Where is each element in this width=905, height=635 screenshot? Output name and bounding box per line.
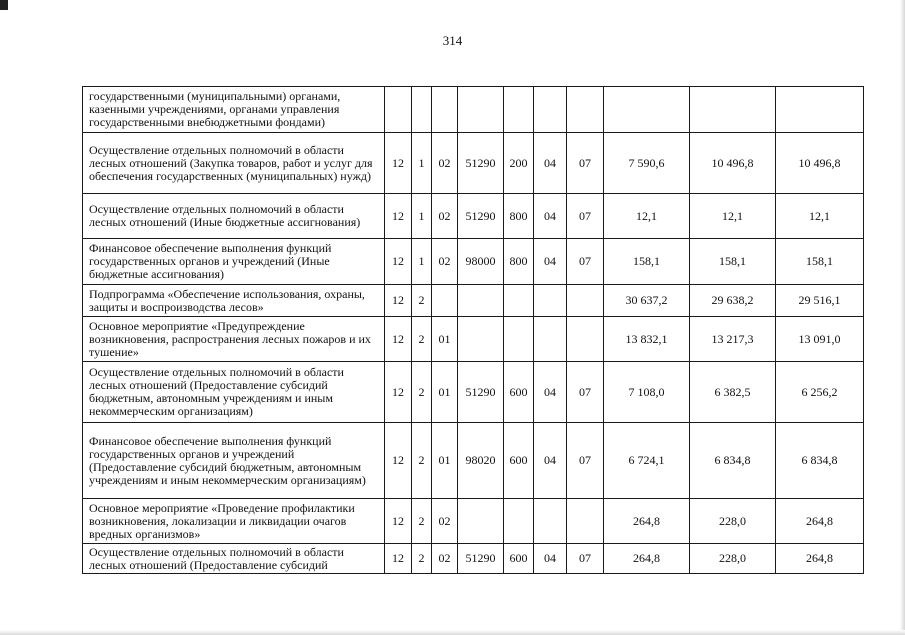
amount-year-3: 264,8 bbox=[776, 499, 864, 544]
ministry-code: 12 bbox=[385, 362, 412, 423]
scan-corner-mark bbox=[0, 0, 8, 10]
table-row bbox=[83, 317, 864, 362]
table-row bbox=[83, 362, 864, 423]
row-name: Осуществление отдельных полномочий в области лесных отношений (Закупка товаров, работ и услуг для обеспечения государственных (муниципальных) нужд) bbox=[83, 133, 385, 194]
program-code: 2 bbox=[412, 423, 432, 499]
amount-year-2: 158,1 bbox=[690, 239, 776, 285]
event-code bbox=[432, 285, 458, 317]
ministry-code: 12 bbox=[385, 285, 412, 317]
section-code: 04 bbox=[534, 362, 567, 423]
direction-code: 51290 bbox=[458, 194, 504, 239]
subsection-code bbox=[567, 87, 604, 133]
expense-type-code bbox=[504, 285, 534, 317]
amount-year-1: 7 108,0 bbox=[604, 362, 690, 423]
table-row bbox=[83, 133, 864, 194]
amount-year-1: 6 724,1 bbox=[604, 423, 690, 499]
ministry-code: 12 bbox=[385, 423, 412, 499]
expense-type-code bbox=[504, 87, 534, 133]
direction-code: 51290 bbox=[458, 362, 504, 423]
event-code: 01 bbox=[432, 423, 458, 499]
section-code bbox=[534, 87, 567, 133]
amount-year-2 bbox=[690, 87, 776, 133]
amount-year-3: 29 516,1 bbox=[776, 285, 864, 317]
table-row bbox=[83, 499, 864, 544]
subsection-code: 07 bbox=[567, 133, 604, 194]
ministry-code: 12 bbox=[385, 499, 412, 544]
subsection-code: 07 bbox=[567, 544, 604, 574]
event-code: 01 bbox=[432, 362, 458, 423]
ministry-code: 12 bbox=[385, 239, 412, 285]
direction-code bbox=[458, 87, 504, 133]
page-number: 314 bbox=[442, 33, 463, 48]
direction-code bbox=[458, 317, 504, 362]
amount-year-2: 228,0 bbox=[690, 544, 776, 574]
expense-type-code: 600 bbox=[504, 362, 534, 423]
subsection-code: 07 bbox=[567, 194, 604, 239]
amount-year-1 bbox=[604, 87, 690, 133]
amount-year-3: 10 496,8 bbox=[776, 133, 864, 194]
event-code: 02 bbox=[432, 239, 458, 285]
section-code bbox=[534, 317, 567, 362]
amount-year-1: 264,8 bbox=[604, 499, 690, 544]
table-row bbox=[83, 239, 864, 285]
amount-year-1: 30 637,2 bbox=[604, 285, 690, 317]
scan-right-edge bbox=[900, 0, 905, 635]
table-row bbox=[83, 544, 864, 574]
amount-year-1: 158,1 bbox=[604, 239, 690, 285]
ministry-code: 12 bbox=[385, 133, 412, 194]
program-code: 2 bbox=[412, 499, 432, 544]
amount-year-2: 228,0 bbox=[690, 499, 776, 544]
amount-year-2: 10 496,8 bbox=[690, 133, 776, 194]
program-code: 2 bbox=[412, 544, 432, 574]
amount-year-3 bbox=[776, 87, 864, 133]
event-code: 02 bbox=[432, 133, 458, 194]
ministry-code: 12 bbox=[385, 317, 412, 362]
amount-year-3: 158,1 bbox=[776, 239, 864, 285]
section-code: 04 bbox=[534, 239, 567, 285]
ministry-code: 12 bbox=[385, 544, 412, 574]
table-row bbox=[83, 194, 864, 239]
subsection-code bbox=[567, 499, 604, 544]
expense-type-code bbox=[504, 499, 534, 544]
amount-year-1: 12,1 bbox=[604, 194, 690, 239]
expense-type-code: 800 bbox=[504, 194, 534, 239]
program-code: 2 bbox=[412, 362, 432, 423]
amount-year-2: 6 834,8 bbox=[690, 423, 776, 499]
amount-year-2: 12,1 bbox=[690, 194, 776, 239]
section-code: 04 bbox=[534, 194, 567, 239]
program-code: 1 bbox=[412, 133, 432, 194]
event-code: 02 bbox=[432, 499, 458, 544]
amount-year-2: 6 382,5 bbox=[690, 362, 776, 423]
expense-type-code: 600 bbox=[504, 544, 534, 574]
expense-type-code: 200 bbox=[504, 133, 534, 194]
program-code: 1 bbox=[412, 194, 432, 239]
row-name: Осуществление отдельных полномочий в области лесных отношений (Иные бюджетные ассигнования) bbox=[83, 194, 385, 239]
direction-code: 51290 bbox=[458, 133, 504, 194]
subsection-code: 07 bbox=[567, 362, 604, 423]
amount-year-3: 264,8 bbox=[776, 544, 864, 574]
event-code: 02 bbox=[432, 544, 458, 574]
direction-code: 51290 bbox=[458, 544, 504, 574]
section-code: 04 bbox=[534, 423, 567, 499]
row-name: Основное мероприятие «Проведение профилактики возникновения, локализации и ликвидации очагов вредных организмов» bbox=[83, 499, 385, 544]
row-name: Финансовое обеспечение выполнения функций государственных органов и учреждений (Предоставление субсидий бюджетным, автономным учреждениям и иным некоммерческим организациям) bbox=[83, 423, 385, 499]
amount-year-1: 13 832,1 bbox=[604, 317, 690, 362]
direction-code: 98020 bbox=[458, 423, 504, 499]
direction-code: 98000 bbox=[458, 239, 504, 285]
row-name: Основное мероприятие «Предупреждение возникновения, распространения лесных пожаров и их тушение» bbox=[83, 317, 385, 362]
scan-bottom-edge bbox=[0, 630, 905, 635]
section-code bbox=[534, 499, 567, 544]
subsection-code bbox=[567, 285, 604, 317]
subsection-code: 07 bbox=[567, 423, 604, 499]
direction-code bbox=[458, 285, 504, 317]
amount-year-3: 12,1 bbox=[776, 194, 864, 239]
expense-type-code: 600 bbox=[504, 423, 534, 499]
amount-year-2: 13 217,3 bbox=[690, 317, 776, 362]
subsection-code: 07 bbox=[567, 239, 604, 285]
ministry-code bbox=[385, 87, 412, 133]
budget-table bbox=[82, 86, 864, 574]
table-row bbox=[83, 87, 864, 133]
event-code bbox=[432, 87, 458, 133]
subsection-code bbox=[567, 317, 604, 362]
amount-year-1: 264,8 bbox=[604, 544, 690, 574]
section-code: 04 bbox=[534, 544, 567, 574]
event-code: 01 bbox=[432, 317, 458, 362]
row-name: государственными (муниципальными) органами, казенными учреждениями, органами управления государственными внебюджетными фондами) bbox=[83, 87, 385, 133]
expense-type-code bbox=[504, 317, 534, 362]
program-code bbox=[412, 87, 432, 133]
row-name: Осуществление отдельных полномочий в области лесных отношений (Предоставление субсидий bbox=[83, 544, 385, 574]
ministry-code: 12 bbox=[385, 194, 412, 239]
direction-code bbox=[458, 499, 504, 544]
amount-year-3: 6 834,8 bbox=[776, 423, 864, 499]
expense-type-code: 800 bbox=[504, 239, 534, 285]
amount-year-2: 29 638,2 bbox=[690, 285, 776, 317]
table-row bbox=[83, 285, 864, 317]
section-code bbox=[534, 285, 567, 317]
event-code: 02 bbox=[432, 194, 458, 239]
row-name: Подпрограмма «Обеспечение использования, охраны, защиты и воспроизводства лесов» bbox=[83, 285, 385, 317]
amount-year-1: 7 590,6 bbox=[604, 133, 690, 194]
table-row bbox=[83, 423, 864, 499]
amount-year-3: 6 256,2 bbox=[776, 362, 864, 423]
program-code: 1 bbox=[412, 239, 432, 285]
program-code: 2 bbox=[412, 317, 432, 362]
section-code: 04 bbox=[534, 133, 567, 194]
row-name: Осуществление отдельных полномочий в области лесных отношений (Предоставление субсидий бюджетным, автономным учреждениям и иным некоммерческим организациям) bbox=[83, 362, 385, 423]
row-name: Финансовое обеспечение выполнения функций государственных органов и учреждений (Иные бюджетные ассигнования) bbox=[83, 239, 385, 285]
amount-year-3: 13 091,0 bbox=[776, 317, 864, 362]
program-code: 2 bbox=[412, 285, 432, 317]
